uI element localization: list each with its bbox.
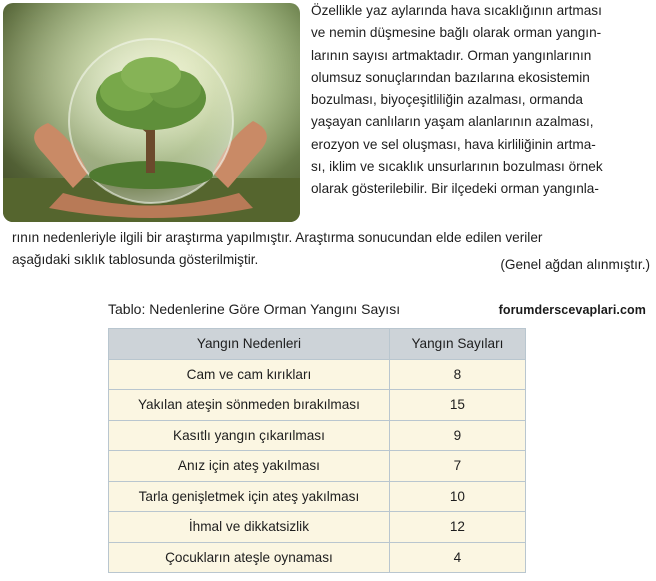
header-count: Yangın Sayıları xyxy=(389,329,525,360)
paragraph-line: aşağıdaki sıklık tablosunda gösterilmiştir. xyxy=(12,252,259,268)
cause-cell: İhmal ve dikkatsizlik xyxy=(109,512,390,543)
paragraph-line: larının sayısı artmaktadır. Orman yangınlarının xyxy=(311,47,592,63)
count-cell: 9 xyxy=(389,420,525,451)
count-cell: 7 xyxy=(389,451,525,482)
count-cell: 8 xyxy=(389,359,525,390)
table-row xyxy=(109,512,526,543)
source-note: (Genel ağdan alınmıştır.) xyxy=(500,257,650,272)
table-caption: Tablo: Nedenlerine Göre Orman Yangını Sayısı xyxy=(108,301,401,317)
table-row xyxy=(109,359,526,390)
paragraph-line: rının nedenleriyle ilgili bir araştırma yapılmıştır. Araştırma sonucundan elde edilen veriler xyxy=(12,230,543,245)
table-row xyxy=(109,542,526,573)
cause-cell: Yakılan ateşin sönmeden bırakılması xyxy=(109,390,390,421)
illustration-tree-in-globe xyxy=(3,3,300,222)
cause-cell: Kasıtlı yangın çıkarılması xyxy=(109,420,390,451)
tree-globe-image xyxy=(3,3,300,222)
count-cell: 4 xyxy=(389,542,525,573)
table-row xyxy=(109,420,526,451)
table-header-row xyxy=(109,329,526,360)
paragraph-line: bozulması, biyoçeşitliliğin azalması, ormanda xyxy=(311,92,583,108)
header-cause: Yangın Nedenleri xyxy=(109,329,390,360)
paragraph-line: olumsuz sonuçlarından bazılarına ekosistemin xyxy=(311,69,590,85)
cause-cell: Tarla genişletmek için ateş yakılması xyxy=(109,481,390,512)
cause-cell: Anız için ateş yakılması xyxy=(109,451,390,482)
paragraph-line: olarak gösterilebilir. Bir ilçedeki orman yangınla- xyxy=(311,181,599,197)
paragraph-line: sı, iklim ve sıcaklık unsurlarının bozulması örnek xyxy=(311,159,603,175)
paragraph-line: Özellikle yaz aylarında hava sıcaklığının artması xyxy=(311,3,602,18)
count-cell: 15 xyxy=(389,390,525,421)
table-row xyxy=(109,390,526,421)
frequency-table xyxy=(108,328,526,573)
paragraph-line: erozyon ve sel oluşması, hava kirliliğinin artma- xyxy=(311,136,596,152)
paragraph-line: ve nemin düşmesine bağlı olarak orman yangın- xyxy=(311,25,602,41)
cause-cell: Çocukların ateşle oynaması xyxy=(109,542,390,573)
count-cell: 10 xyxy=(389,481,525,512)
table-row xyxy=(109,451,526,482)
cause-cell: Cam ve cam kırıkları xyxy=(109,359,390,390)
intro-paragraph xyxy=(311,0,649,201)
paragraph-line: yaşayan canlıların yaşam alanlarının azalması, xyxy=(311,114,594,130)
watermark: forumderscevaplari.com xyxy=(498,303,646,317)
count-cell: 12 xyxy=(389,512,525,543)
table-row xyxy=(109,481,526,512)
